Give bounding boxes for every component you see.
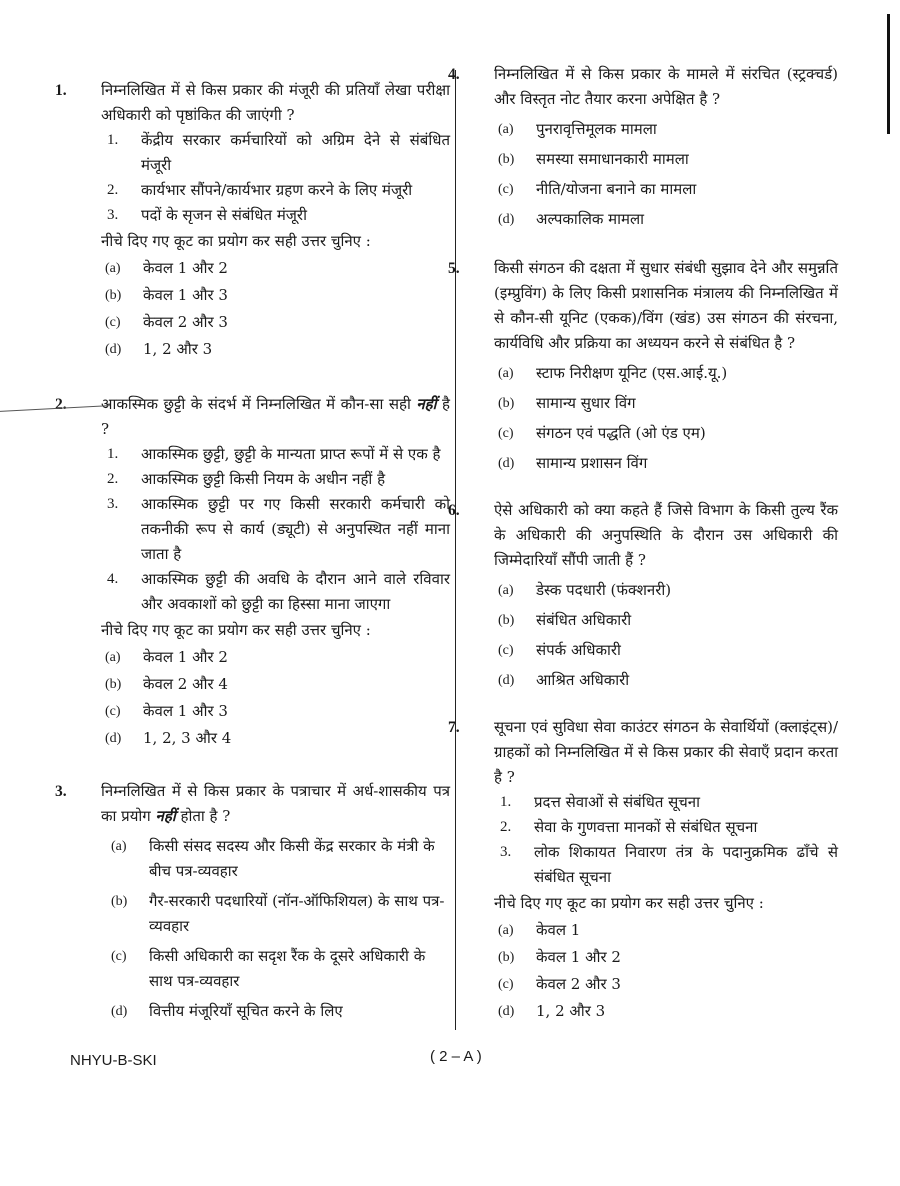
option-letter: (a) [111, 839, 127, 854]
option-text: अल्पकालिक मामला [536, 210, 645, 228]
question-6 [448, 498, 838, 693]
statement-text: आकस्मिक छुट्टी की अवधि के दौरान आने वाले रविवार और अवकाशों को छुट्टी का हिस्सा माना जाएगा [141, 570, 450, 613]
option-b [498, 608, 838, 633]
statement [107, 128, 450, 178]
option-text: संपर्क अधिकारी [536, 641, 621, 659]
option-letter: (d) [498, 1004, 515, 1019]
option-text: केवल 1 और 3 [143, 702, 228, 720]
statement-text: आकस्मिक छुट्टी पर गए किसी सरकारी कर्मचारी को तकनीकी रूप से कार्य (ड्यूटी) से अनुपस्थित नहीं माना जाता है [141, 495, 450, 563]
option-d [111, 999, 450, 1024]
option-letter: (a) [105, 261, 121, 276]
question-number: 7. [448, 719, 460, 736]
option-letter: (d) [498, 212, 515, 227]
option-letter: (c) [111, 949, 127, 964]
statement-text: पदों के सृजन से संबंधित मंजूरी [141, 206, 307, 224]
option-b [111, 889, 450, 939]
statement-text: आकस्मिक छुट्टी किसी नियम के अधीन नहीं है [141, 470, 386, 488]
statement-text: प्रदत्त सेवाओं से संबंधित सूचना [534, 793, 701, 811]
question-2 [55, 392, 450, 751]
option-b [105, 283, 450, 308]
option-letter: (b) [105, 677, 122, 692]
option-d [498, 668, 838, 693]
question-number: 2. [55, 396, 67, 413]
instruction: नीचे दिए गए कूट का प्रयोग कर सही उत्तर चुनिए : [101, 621, 371, 639]
question-3 [55, 779, 450, 1024]
stem-emphasis: नहीं [155, 807, 176, 825]
statement-text: सेवा के गुणवत्ता मानकों से संबंधित सूचना [534, 818, 758, 836]
option-text: संगठन एवं पद्धति (ओ एंड एम) [536, 424, 706, 442]
option-letter: (a) [498, 122, 514, 137]
statement-text: लोक शिकायत निवारण तंत्र के पदानुक्रमिक ढाँचे से संबंधित सूचना [534, 843, 838, 886]
statement [500, 815, 838, 840]
stem-text-end: होता है ? [180, 807, 231, 825]
option-text: किसी संसद सदस्य और किसी केंद्र सरकार के मंत्री के बीच पत्र-व्यवहार [149, 837, 435, 880]
statement-number: 3. [107, 496, 119, 512]
option-text: किसी अधिकारी का सदृश रैंक के दूसरे अधिकारी के साथ पत्र-व्यवहार [149, 947, 426, 990]
option-letter: (d) [111, 1004, 128, 1019]
option-a [498, 918, 838, 943]
statement [500, 840, 838, 890]
question-1 [55, 78, 450, 362]
option-letter: (d) [498, 456, 515, 471]
option-text: सामान्य प्रशासन विंग [536, 454, 648, 472]
option-text: केवल 1 [536, 921, 581, 939]
option-a [105, 256, 450, 281]
statement [107, 178, 450, 203]
option-letter: (b) [498, 950, 515, 965]
option-b [105, 672, 450, 697]
question-5 [448, 256, 838, 476]
option-c [111, 944, 450, 994]
question-number: 4. [448, 66, 460, 83]
question-stem [101, 392, 450, 442]
option-c [105, 699, 450, 724]
option-c [498, 177, 838, 202]
option-text: केवल 2 और 3 [143, 313, 228, 331]
option-letter: (a) [105, 650, 121, 665]
question-number: 6. [448, 502, 460, 519]
option-letter: (d) [105, 731, 122, 746]
statement [107, 567, 450, 617]
statement [107, 492, 450, 567]
option-letter: (a) [498, 923, 514, 938]
statement-number: 1. [500, 794, 512, 810]
option-c [498, 421, 838, 446]
statement-number: 3. [107, 207, 119, 223]
statement [107, 203, 450, 228]
left-column [55, 60, 450, 1046]
option-letter: (c) [498, 426, 514, 441]
statement [107, 467, 450, 492]
option-a [105, 645, 450, 670]
option-text: गैर-सरकारी पदधारियों (नॉन-ऑफिशियल) के साथ पत्र-व्यवहार [149, 892, 445, 935]
option-letter: (a) [498, 366, 514, 381]
option-d [105, 726, 450, 751]
statement-text: केंद्रीय सरकार कर्मचारियों को अग्रिम देने से संबंधित मंजूरी [141, 131, 450, 174]
statement-text: आकस्मिक छुट्टी, छुट्टी के मान्यता प्राप्त रूपों में से एक है [141, 445, 441, 463]
option-letter: (c) [498, 643, 514, 658]
option-letter: (c) [105, 315, 121, 330]
option-letter: (a) [498, 583, 514, 598]
question-stem [101, 779, 450, 829]
statement-text: कार्यभार सौंपने/कार्यभार ग्रहण करने के लिए मंजूरी [141, 181, 413, 199]
option-text: संबंधित अधिकारी [536, 611, 632, 629]
option-text: वित्तीय मंजूरियाँ सूचित करने के लिए [149, 1002, 343, 1020]
instruction: नीचे दिए गए कूट का प्रयोग कर सही उत्तर चुनिए : [494, 894, 764, 912]
option-text: केवल 2 और 3 [536, 975, 621, 993]
question-stem: निम्नलिखित में से किस प्रकार की मंजूरी की प्रतियाँ लेखा परीक्षा अधिकारी को पृष्ठांकित की जाएंगी ? [101, 81, 450, 124]
question-7 [448, 715, 838, 1024]
booklet-code: NHYU-B-SKI [70, 1052, 157, 1069]
option-a [498, 578, 838, 603]
option-d [498, 999, 838, 1024]
option-text: 1, 2 और 3 [536, 1002, 606, 1020]
option-b [498, 147, 838, 172]
option-letter: (d) [498, 673, 515, 688]
option-text: केवल 2 और 4 [143, 675, 228, 693]
option-a [498, 117, 838, 142]
statement-number: 3. [500, 844, 512, 860]
stem-text: निम्नलिखित में से किस प्रकार के पत्राचार में अर्ध-शासकीय पत्र का प्रयोग [101, 782, 450, 825]
option-letter: (b) [498, 396, 515, 411]
statement-number: 1. [107, 446, 119, 462]
option-letter: (c) [105, 704, 121, 719]
question-stem: सूचना एवं सुविधा सेवा काउंटर संगठन के सेवार्थियों (क्लाइंट्स)/ग्राहकों को निम्नलिखित में से किस प्रकार की सेवाएँ प्रदान करता है ? [494, 718, 838, 786]
statement-number: 2. [500, 819, 512, 835]
scan-edge-mark [887, 14, 890, 134]
option-b [498, 391, 838, 416]
option-letter: (c) [498, 977, 514, 992]
option-a [111, 834, 450, 884]
right-column [448, 60, 838, 1046]
option-text: सामान्य सुधार विंग [536, 394, 636, 412]
option-text: स्टाफ निरीक्षण यूनिट (एस.आई.यू.) [536, 364, 728, 382]
option-c [105, 310, 450, 335]
stem-text-end: है ? [101, 395, 450, 438]
stem-text: आकस्मिक छुट्टी के संदर्भ में निम्नलिखित में कौन-सा सही [101, 395, 411, 413]
option-letter: (b) [105, 288, 122, 303]
stem-emphasis: नहीं [416, 395, 437, 413]
instruction: नीचे दिए गए कूट का प्रयोग कर सही उत्तर चुनिए : [101, 232, 371, 250]
option-letter: (b) [498, 613, 515, 628]
statement-number: 2. [107, 471, 119, 487]
option-text: केवल 1 और 3 [143, 286, 228, 304]
statement [107, 442, 450, 467]
option-letter: (c) [498, 182, 514, 197]
option-text: नीति/योजना बनाने का मामला [536, 180, 697, 198]
option-a [498, 361, 838, 386]
statement-number: 4. [107, 571, 119, 587]
statement [500, 790, 838, 815]
question-4 [448, 62, 838, 232]
option-c [498, 638, 838, 663]
page-number: ( 2 – A ) [430, 1048, 482, 1065]
option-d [498, 451, 838, 476]
option-text: डेस्क पदधारी (फंक्शनरी) [536, 581, 672, 599]
option-c [498, 972, 838, 997]
option-text: आश्रित अधिकारी [536, 671, 630, 689]
option-text: पुनरावृत्तिमूलक मामला [536, 120, 657, 138]
question-number: 3. [55, 783, 67, 800]
option-d [498, 207, 838, 232]
question-number: 5. [448, 260, 460, 277]
option-text: केवल 1 और 2 [143, 259, 228, 277]
option-letter: (b) [498, 152, 515, 167]
question-stem: ऐसे अधिकारी को क्या कहते हैं जिसे विभाग के किसी तुल्य रैंक के अधिकारी की अनुपस्थिति के दौरान उस अधिकारी की जिम्मेदारियाँ सौंपी जाती हैं ? [494, 501, 838, 569]
statement-number: 2. [107, 182, 119, 198]
option-text: केवल 1 और 2 [143, 648, 228, 666]
question-stem: निम्नलिखित में से किस प्रकार के मामले में संरचित (स्ट्रक्चर्ड) और विस्तृत नोट तैयार करना अपेक्षित है ? [494, 65, 838, 108]
question-stem: किसी संगठन की दक्षता में सुधार संबंधी सुझाव देने और समुन्नति (इम्प्रुविंग) के लिए किसी प्रशासनिक मंत्रालय की निम्नलिखित में से कौन-सी यूनिट (एकक)/विंग (खंड) उस संगठन की संरचना, कार्यविधि और प्रक्रिया का अध्ययन करने से संबंधित है ? [494, 259, 838, 352]
option-text: 1, 2, 3 और 4 [143, 729, 232, 747]
option-d [105, 337, 450, 362]
option-text: केवल 1 और 2 [536, 948, 621, 966]
statement-number: 1. [107, 132, 119, 148]
option-letter: (b) [111, 894, 128, 909]
option-text: समस्या समाधानकारी मामला [536, 150, 689, 168]
option-text: 1, 2 और 3 [143, 340, 213, 358]
option-letter: (d) [105, 342, 122, 357]
question-number: 1. [55, 82, 67, 99]
option-b [498, 945, 838, 970]
